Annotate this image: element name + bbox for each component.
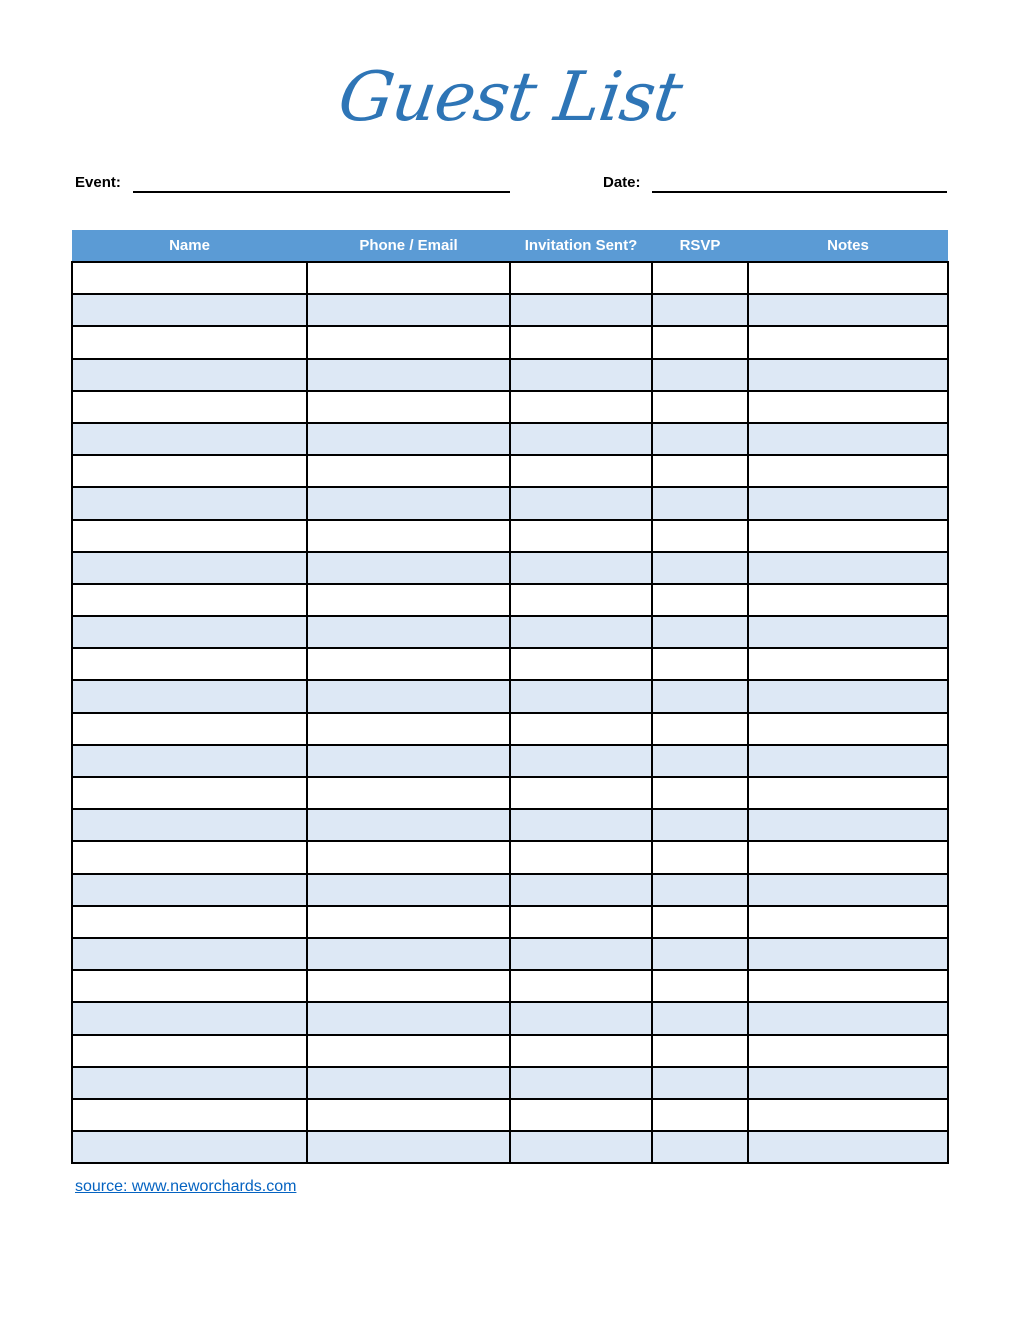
cell-phone-email[interactable] [307, 487, 510, 519]
guest-table [71, 230, 949, 1164]
cell-rsvp[interactable] [652, 906, 748, 938]
cell-invitation-sent[interactable] [510, 841, 652, 873]
column-header-phone-email: Phone / Email [307, 230, 510, 262]
cell-invitation-sent[interactable] [510, 294, 652, 326]
table-row [72, 326, 948, 358]
table-row [72, 906, 948, 938]
cell-notes[interactable] [748, 713, 948, 745]
cell-notes[interactable] [748, 906, 948, 938]
cell-phone-email[interactable] [307, 874, 510, 906]
cell-rsvp[interactable] [652, 648, 748, 680]
cell-invitation-sent[interactable] [510, 391, 652, 423]
table-row [72, 584, 948, 616]
cell-name[interactable] [72, 552, 307, 584]
cell-name[interactable] [72, 970, 307, 1002]
cell-name[interactable] [72, 423, 307, 455]
table-row [72, 616, 948, 648]
cell-notes[interactable] [748, 874, 948, 906]
cell-name[interactable] [72, 1035, 307, 1067]
cell-name[interactable] [72, 745, 307, 777]
cell-name[interactable] [72, 906, 307, 938]
cell-notes[interactable] [748, 1067, 948, 1099]
table-row [72, 777, 948, 809]
cell-phone-email[interactable] [307, 1035, 510, 1067]
cell-rsvp[interactable] [652, 841, 748, 873]
table-row [72, 487, 948, 519]
cell-name[interactable] [72, 326, 307, 358]
cell-phone-email[interactable] [307, 777, 510, 809]
cell-phone-email[interactable] [307, 455, 510, 487]
cell-invitation-sent[interactable] [510, 906, 652, 938]
cell-notes[interactable] [748, 777, 948, 809]
cell-invitation-sent[interactable] [510, 1099, 652, 1131]
cell-rsvp[interactable] [652, 1131, 748, 1163]
cell-invitation-sent[interactable] [510, 455, 652, 487]
cell-rsvp[interactable] [652, 970, 748, 1002]
cell-phone-email[interactable] [307, 970, 510, 1002]
column-header-notes: Notes [748, 230, 948, 262]
cell-phone-email[interactable] [307, 616, 510, 648]
cell-name[interactable] [72, 262, 307, 294]
source-link[interactable]: source: www.neworchards.com [75, 1178, 297, 1195]
column-header-rsvp: RSVP [652, 230, 748, 262]
cell-name[interactable] [72, 1002, 307, 1034]
table-row [72, 520, 948, 552]
cell-name[interactable] [72, 520, 307, 552]
cell-invitation-sent[interactable] [510, 616, 652, 648]
cell-rsvp[interactable] [652, 1099, 748, 1131]
table-header-row [72, 230, 948, 262]
cell-invitation-sent[interactable] [510, 970, 652, 1002]
cell-invitation-sent[interactable] [510, 713, 652, 745]
cell-notes[interactable] [748, 1002, 948, 1034]
cell-name[interactable] [72, 616, 307, 648]
table-row [72, 1002, 948, 1034]
cell-rsvp[interactable] [652, 455, 748, 487]
table-row [72, 455, 948, 487]
cell-notes[interactable] [748, 1131, 948, 1163]
table-row [72, 359, 948, 391]
cell-name[interactable] [72, 1099, 307, 1131]
cell-invitation-sent[interactable] [510, 648, 652, 680]
cell-rsvp[interactable] [652, 487, 748, 519]
guest-table-container [71, 230, 947, 1164]
cell-notes[interactable] [748, 359, 948, 391]
table-row [72, 423, 948, 455]
cell-phone-email[interactable] [307, 359, 510, 391]
cell-rsvp[interactable] [652, 1035, 748, 1067]
cell-notes[interactable] [748, 648, 948, 680]
cell-phone-email[interactable] [307, 326, 510, 358]
cell-notes[interactable] [748, 552, 948, 584]
cell-name[interactable] [72, 938, 307, 970]
cell-invitation-sent[interactable] [510, 359, 652, 391]
cell-name[interactable] [72, 648, 307, 680]
cell-rsvp[interactable] [652, 359, 748, 391]
cell-invitation-sent[interactable] [510, 262, 652, 294]
cell-notes[interactable] [748, 455, 948, 487]
cell-name[interactable] [72, 391, 307, 423]
cell-phone-email[interactable] [307, 391, 510, 423]
cell-rsvp[interactable] [652, 262, 748, 294]
cell-invitation-sent[interactable] [510, 423, 652, 455]
table-row [72, 391, 948, 423]
table-row [72, 262, 948, 294]
cell-phone-email[interactable] [307, 680, 510, 712]
cell-notes[interactable] [748, 938, 948, 970]
table-row [72, 809, 948, 841]
table-row [72, 841, 948, 873]
cell-rsvp[interactable] [652, 938, 748, 970]
cell-phone-email[interactable] [307, 809, 510, 841]
event-field[interactable] [133, 191, 510, 193]
table-row [72, 713, 948, 745]
cell-phone-email[interactable] [307, 423, 510, 455]
cell-phone-email[interactable] [307, 906, 510, 938]
cell-invitation-sent[interactable] [510, 938, 652, 970]
cell-notes[interactable] [748, 326, 948, 358]
cell-rsvp[interactable] [652, 745, 748, 777]
cell-notes[interactable] [748, 423, 948, 455]
cell-phone-email[interactable] [307, 1002, 510, 1034]
cell-phone-email[interactable] [307, 938, 510, 970]
cell-rsvp[interactable] [652, 294, 748, 326]
cell-rsvp[interactable] [652, 520, 748, 552]
cell-notes[interactable] [748, 745, 948, 777]
cell-invitation-sent[interactable] [510, 680, 652, 712]
cell-invitation-sent[interactable] [510, 745, 652, 777]
cell-invitation-sent[interactable] [510, 552, 652, 584]
cell-notes[interactable] [748, 487, 948, 519]
cell-notes[interactable] [748, 1099, 948, 1131]
cell-rsvp[interactable] [652, 391, 748, 423]
table-row [72, 294, 948, 326]
cell-invitation-sent[interactable] [510, 326, 652, 358]
cell-rsvp[interactable] [652, 1002, 748, 1034]
cell-name[interactable] [72, 487, 307, 519]
column-header-invitation-sent: Invitation Sent? [510, 230, 652, 262]
cell-name[interactable] [72, 294, 307, 326]
cell-phone-email[interactable] [307, 1067, 510, 1099]
cell-name[interactable] [72, 584, 307, 616]
cell-invitation-sent[interactable] [510, 584, 652, 616]
cell-rsvp[interactable] [652, 1067, 748, 1099]
date-field[interactable] [652, 191, 947, 193]
cell-rsvp[interactable] [652, 616, 748, 648]
cell-name[interactable] [72, 713, 307, 745]
table-row [72, 1099, 948, 1131]
cell-phone-email[interactable] [307, 294, 510, 326]
cell-phone-email[interactable] [307, 841, 510, 873]
cell-invitation-sent[interactable] [510, 777, 652, 809]
cell-invitation-sent[interactable] [510, 1035, 652, 1067]
cell-rsvp[interactable] [652, 713, 748, 745]
table-row [72, 680, 948, 712]
cell-notes[interactable] [748, 616, 948, 648]
cell-phone-email[interactable] [307, 1099, 510, 1131]
cell-invitation-sent[interactable] [510, 520, 652, 552]
cell-invitation-sent[interactable] [510, 487, 652, 519]
cell-notes[interactable] [748, 391, 948, 423]
cell-name[interactable] [72, 809, 307, 841]
cell-notes[interactable] [748, 809, 948, 841]
cell-name[interactable] [72, 874, 307, 906]
cell-name[interactable] [72, 359, 307, 391]
cell-name[interactable] [72, 777, 307, 809]
table-row [72, 1067, 948, 1099]
cell-invitation-sent[interactable] [510, 809, 652, 841]
cell-phone-email[interactable] [307, 552, 510, 584]
cell-phone-email[interactable] [307, 713, 510, 745]
table-row [72, 874, 948, 906]
cell-phone-email[interactable] [307, 262, 510, 294]
date-label: Date: [603, 174, 641, 191]
cell-name[interactable] [72, 455, 307, 487]
cell-invitation-sent[interactable] [510, 874, 652, 906]
cell-phone-email[interactable] [307, 520, 510, 552]
column-header-name: Name [72, 230, 307, 262]
table-body [72, 262, 948, 1163]
cell-notes[interactable] [748, 584, 948, 616]
cell-name[interactable] [72, 841, 307, 873]
cell-invitation-sent[interactable] [510, 1002, 652, 1034]
cell-name[interactable] [72, 1131, 307, 1163]
cell-rsvp[interactable] [652, 680, 748, 712]
page-title: Guest List [333, 58, 687, 137]
cell-phone-email[interactable] [307, 745, 510, 777]
cell-phone-email[interactable] [307, 1131, 510, 1163]
cell-phone-email[interactable] [307, 584, 510, 616]
event-label: Event: [75, 174, 121, 191]
cell-name[interactable] [72, 680, 307, 712]
cell-phone-email[interactable] [307, 648, 510, 680]
cell-notes[interactable] [748, 841, 948, 873]
table-row [72, 1035, 948, 1067]
table-row [72, 938, 948, 970]
cell-notes[interactable] [748, 262, 948, 294]
cell-notes[interactable] [748, 520, 948, 552]
cell-notes[interactable] [748, 294, 948, 326]
table-row [72, 745, 948, 777]
cell-rsvp[interactable] [652, 552, 748, 584]
cell-rsvp[interactable] [652, 423, 748, 455]
table-row [72, 1131, 948, 1163]
cell-invitation-sent[interactable] [510, 1131, 652, 1163]
cell-rsvp[interactable] [652, 777, 748, 809]
table-row [72, 552, 948, 584]
cell-invitation-sent[interactable] [510, 1067, 652, 1099]
cell-rsvp[interactable] [652, 584, 748, 616]
cell-name[interactable] [72, 1067, 307, 1099]
cell-rsvp[interactable] [652, 326, 748, 358]
table-row [72, 648, 948, 680]
cell-notes[interactable] [748, 680, 948, 712]
table-row [72, 970, 948, 1002]
cell-rsvp[interactable] [652, 809, 748, 841]
cell-rsvp[interactable] [652, 874, 748, 906]
cell-notes[interactable] [748, 970, 948, 1002]
cell-notes[interactable] [748, 1035, 948, 1067]
